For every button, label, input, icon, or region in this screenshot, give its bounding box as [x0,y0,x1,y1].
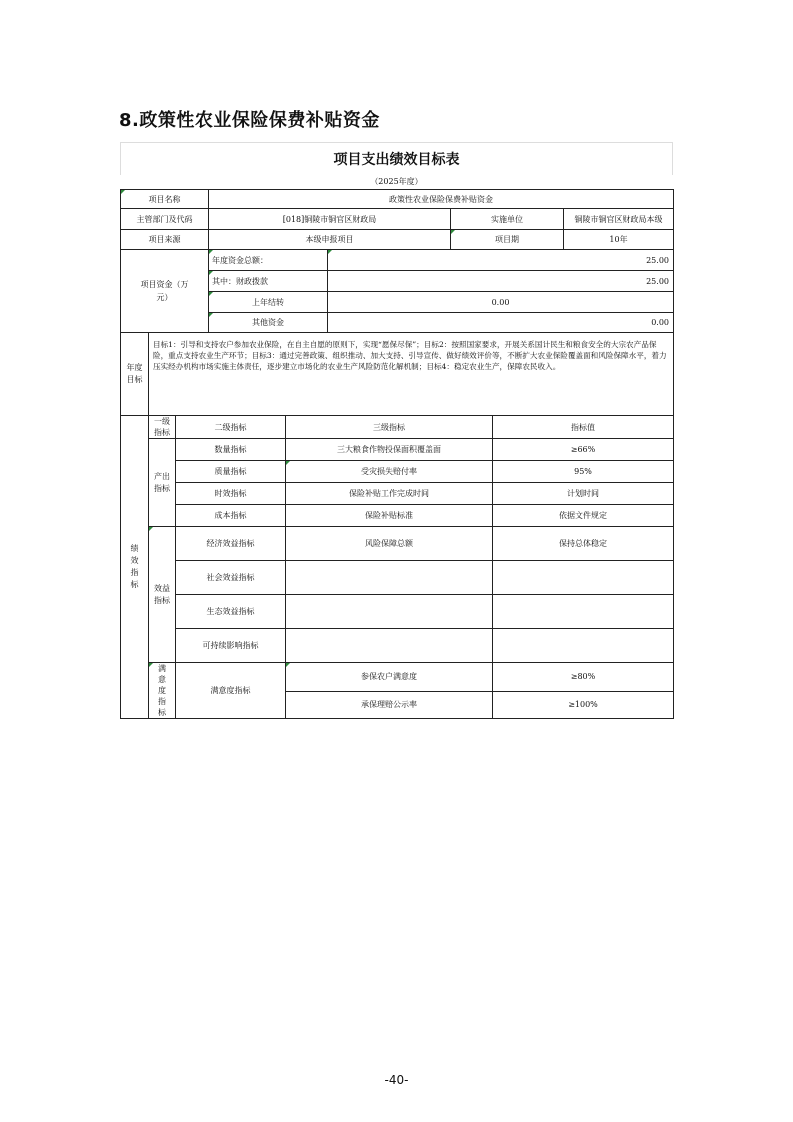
benefit-l3 [286,561,493,595]
project-name-value: 政策性农业保险保费补贴资金 [209,190,674,209]
impl-unit-label: 实施单位 [451,209,564,230]
table-row [121,505,674,527]
benefit-l2: 社会效益指标 [176,561,286,595]
output-value: 95% [493,461,674,483]
project-name-label: 项目名称 [121,190,209,209]
satisfaction-indicator-label [149,663,176,719]
benefit-l3 [286,595,493,629]
indicators-section-text: 绩效指标 [130,544,139,589]
benefit-l3: 风险保障总额 [286,527,493,561]
output-l3: 受灾损失赔付率 [286,461,493,483]
output-indicator-label [149,439,176,527]
funds-label [121,250,209,333]
table-row [121,629,674,663]
table-row [121,209,674,230]
satisfaction-l3: 参保农户满意度 [286,663,493,692]
funds-label-text: 项目资金（万元） [140,280,189,302]
page-heading: 8.政策性农业保险保费补贴资金 [119,110,380,131]
impl-unit-value: 铜陵市铜官区财政局本级 [564,209,674,230]
benefit-value [493,595,674,629]
funds-other-value: 0.00 [328,313,674,333]
table-row [121,416,674,439]
dept-value: [018]铜陵市铜官区财政局 [209,209,451,230]
output-l2: 时效指标 [176,483,286,505]
output-l3: 保险补贴工作完成时间 [286,483,493,505]
benefit-value: 保持总体稳定 [493,527,674,561]
output-l3: 三大粮食作物投保面积覆盖面 [286,439,493,461]
funds-fiscal-label: 其中：财政拨款 [209,271,328,292]
table-row [121,663,674,692]
table-row [121,190,674,209]
funds-total-label: 年度资金总额： [209,250,328,271]
output-value: ≥66% [493,439,674,461]
performance-target-sheet [120,142,673,719]
output-indicator-text: 产出指标 [154,471,170,493]
benefit-l2: 经济效益指标 [176,527,286,561]
annual-goal-label [121,333,149,416]
period-label: 项目期 [451,230,564,250]
funds-fiscal-value: 25.00 [328,271,674,292]
benefit-value [493,561,674,595]
benefit-value [493,629,674,663]
source-value: 本级申报项目 [209,230,451,250]
funds-carryover-label: 上年结转 [209,292,328,313]
header-level3: 三级指标 [286,416,493,439]
table-row [121,250,674,271]
satisfaction-value: ≥80% [493,663,674,692]
table-row [121,561,674,595]
benefit-l2: 可持续影响指标 [176,629,286,663]
satisfaction-l2: 满意度指标 [176,663,286,719]
performance-target-table [120,189,674,719]
table-row [121,595,674,629]
table-row [121,461,674,483]
funds-carryover-value: 0.00 [328,292,674,313]
table-row [121,527,674,561]
annual-goal-label-text: 年度目标 [126,363,143,384]
page-number: -40- [384,1073,409,1087]
table-row [121,483,674,505]
source-label: 项目来源 [121,230,209,250]
output-value: 计划时间 [493,483,674,505]
output-l2: 质量指标 [176,461,286,483]
indicators-section-label [121,416,149,719]
satisfaction-indicator-text: 满意度指标 [158,664,166,717]
benefit-l2: 生态效益指标 [176,595,286,629]
output-l2: 数量指标 [176,439,286,461]
benefit-l3 [286,629,493,663]
dept-label: 主管部门及代码 [121,209,209,230]
benefit-indicator-text: 效益指标 [154,583,170,605]
header-level2: 二级指标 [176,416,286,439]
table-year: （2025年度） [370,177,423,186]
benefit-indicator-label [149,527,176,663]
satisfaction-l3: 承保理赔公示率 [286,691,493,718]
funds-other-label: 其他资金 [209,313,328,333]
output-l3: 保险补贴标准 [286,505,493,527]
table-title: 项目支出绩效目标表 [120,142,673,175]
header-level1 [149,416,176,439]
table-row [121,439,674,461]
header-value: 指标值 [493,416,674,439]
satisfaction-value: ≥100% [493,691,674,718]
output-l2: 成本指标 [176,505,286,527]
header-level1-text: 一级指标 [154,417,170,437]
table-row [121,333,674,416]
annual-goal-text: 目标1：引导和支持农户参加农业保险，在自主自愿的原则下，实现“愿保尽保”；目标2：按照国家要求，开展关系国计民生和粮食安全的大宗农产品保险，重点支持农业生产环节；目标3：通过完善政策、组织推动、加大支持、引导宣传、做好绩效评价等，不断扩大农业保险覆盖面和风险保障水平，着力压实经办机构市场实施主体责任，逐步建立市场化的农业生产风险防范化解机制；目标4：稳定农业生产，保障农民收入。 [149,333,674,416]
funds-total-value: 25.00 [328,250,674,271]
table-row [121,230,674,250]
output-value: 依据文件规定 [493,505,674,527]
period-value: 10年 [564,230,674,250]
